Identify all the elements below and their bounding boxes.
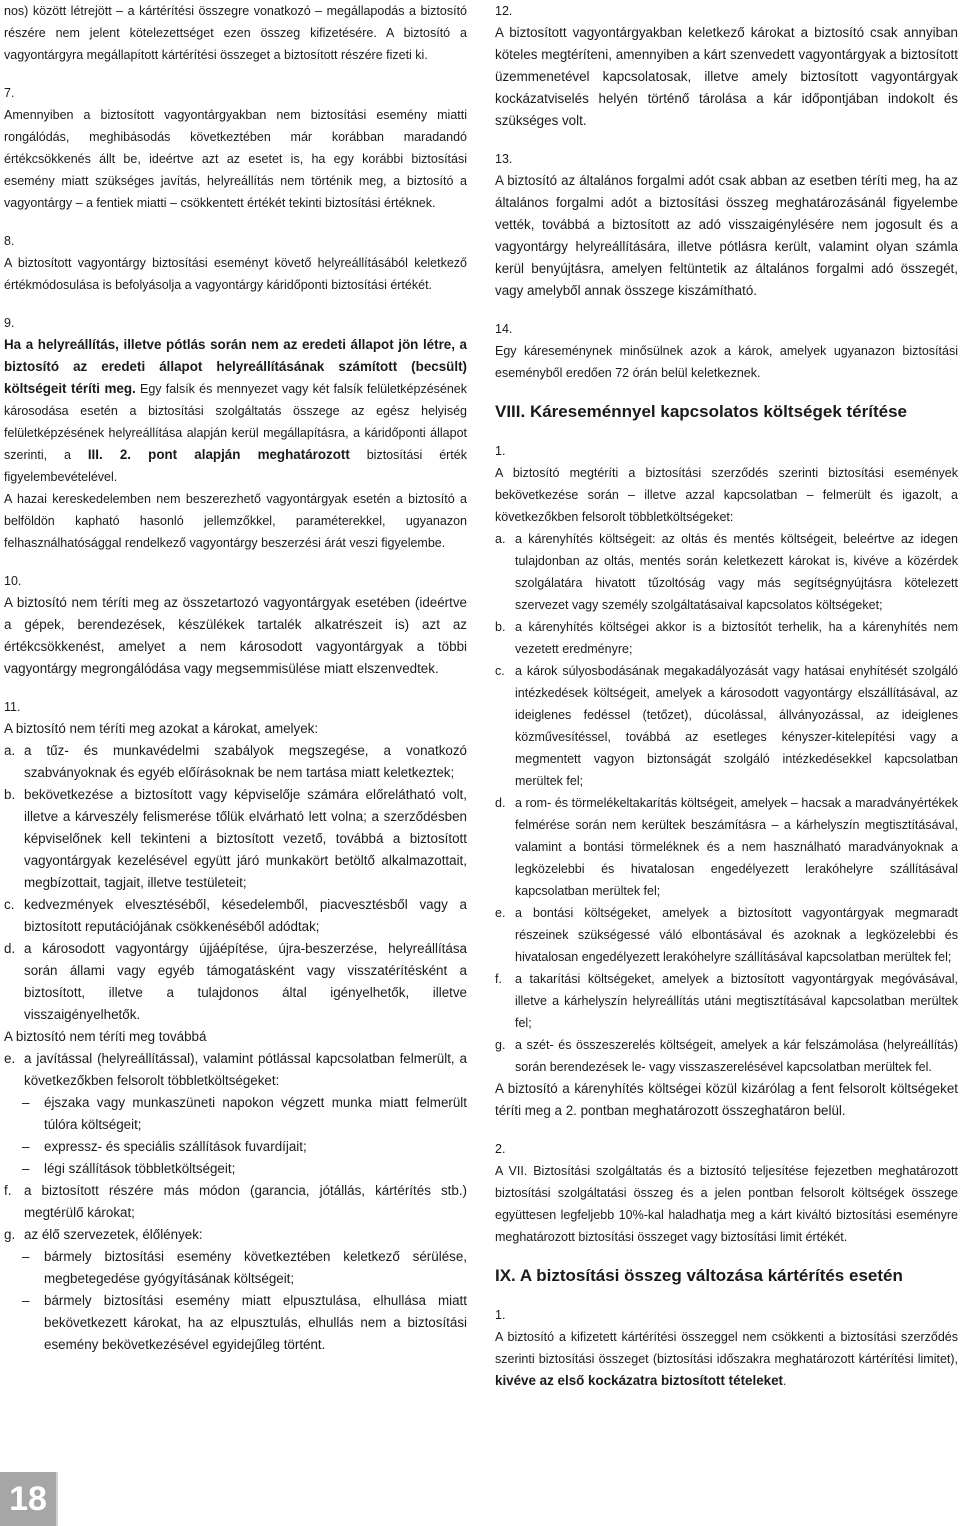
viii-2-text: A VII. Biztosítási szolgáltatás és a biztosító teljesítése fejezetben meghatározott biztosítási szolgáltatási összeg és a jelen pontban felsorolt költségek összege együttesen legfeljebb 10%-kal haladhatja meg a kárt kiváltó biztosítási eseményre meghatározott biztosítási összeget vagy biztosítási limit értékét. [495, 1164, 958, 1244]
list-item-text: kedvezmények elvesztéséből, késedelemből, piacvesztésből vagy a biztosított reputációjának csökkenéséből adódtak; [24, 897, 467, 934]
list-marker: c. [495, 664, 505, 678]
list-marker: b. [495, 620, 506, 634]
list-marker: d. [495, 796, 506, 810]
list-marker: d. [4, 941, 16, 956]
section-9-light-text-2: biztosítási érték figyelembevételével. [4, 448, 467, 484]
viii-section-2 [495, 1138, 958, 1248]
section-9-bold-ref: III. 2. pont alapján meghatározott [87, 447, 350, 462]
dash-item-text: légi szállítások többletköltségeit; [44, 1161, 236, 1176]
section-11-intro: A biztosító nem téríti meg azokat a károkat, amelyek: [4, 721, 319, 736]
section-14-text: Egy káreseménynek minősülnek azok a károk, amelyek ugyanazon biztosítási eseményből eredően 72 órán belül keletkeznek. [495, 344, 958, 380]
list-item [495, 660, 958, 792]
list-marker: e. [4, 1051, 16, 1066]
viii-section-1 [495, 440, 958, 1122]
list-item [4, 894, 467, 938]
viii-2-number: 2. [495, 1142, 506, 1156]
section-14-number: 14. [495, 322, 513, 336]
dash-item: – expressz- és speciális szállítások fuvardíjait; [22, 1139, 307, 1154]
list-item-text: a kárenyhítés költségeit: az oltás és mentés költségeit, beleértve az idegen tulajdonban az oltás, mentés során keletkezett károkat is, kivéve a közérdek szolgálatára hivatott tűzoltóság vagy más segítségnyújtásra kötelezett szervezet vagy személy szolgáltatásaival kapcsolatos költségeket; [515, 532, 958, 612]
section-11-number: 11. [4, 700, 21, 714]
list-marker: a. [4, 743, 16, 758]
ix-1-bold-text: kivéve az első kockázatra biztosított tételeket [495, 1373, 784, 1388]
list-item [4, 784, 467, 894]
section-8-text: A biztosított vagyontárgy biztosítási eseményt követő helyreállításából keletkező értékmódosulása is befolyásolja a vagyontárgy káridőponti biztosítási értékét. [4, 256, 467, 292]
section-11-list-3 [4, 1180, 467, 1246]
section-9-text-2: A hazai kereskedelemben nem beszerezhető vagyontárgyak esetén a biztosító a belföldön kapható hasonló jellemzőkkel, paraméterekkel, ugyanazon felhasználhatósággal rendelkező vagyontárgy beszerzési árát veszi figyelembe. [4, 492, 467, 550]
list-item [495, 528, 958, 616]
list-item-text: az élő szervezetek, élőlények: [24, 1227, 203, 1242]
section-11-e-dash-list [4, 1092, 467, 1180]
list-item [495, 616, 958, 660]
list-item [4, 1180, 467, 1224]
list-item [495, 792, 958, 902]
list-item-text: a javítással (helyreállítással), valamint pótlással kapcsolatban felmerült, a következőkben felsorolt többletköltségeket: [24, 1051, 467, 1088]
intro-section [4, 0, 467, 66]
dash-item: – bármely biztosítási esemény következtében keletkező sérülése, megbetegedése gyógyításának költségeit; [22, 1249, 467, 1286]
ix-1-number: 1. [495, 1308, 506, 1322]
viii-1-list [495, 528, 958, 1078]
list-item-text: a biztosított részére más módon (garancia, jótállás, kártérítés stb.) megtérülő károkat; [24, 1183, 467, 1220]
section-13-number: 13. [495, 152, 513, 166]
intro-paragraph: nos) között létrejött – a kártérítési összegre vonatkozó – megállapodás a biztosító részére nem jelent kötelezettséget ezen összeg kifizetésére. A biztosító a vagyontárgyra megállapított kártérítési összeget a biztosított részére fizeti ki. [4, 4, 467, 62]
list-item [495, 968, 958, 1034]
list-item-text: a rom- és törmelékeltakarítás költségeit, amelyek – hacsak a maradványértékek felmérése során nem kerültek beszámításra – a kárhelyszín megtisztításával, valamint a bontási törmeléknek és a nem használható maradványoknak a legközelebbi és hivatalosan engedélyezett lerakóhelyre szállításával kapcsolatban merültek fel; [515, 796, 958, 898]
viii-1-bold: A biztosító a kárenyhítés költségei közül kizárólag a fent felsorolt költségeket téríti meg a 2. pontban meghatározott összeghatáron belül. [495, 1081, 958, 1118]
dash-item: – légi szállítások többletköltségeit; [22, 1161, 236, 1176]
section-11-list [4, 740, 467, 1026]
section-8 [4, 230, 467, 296]
section-9-number: 9. [4, 316, 15, 330]
list-item-text: a károsodott vagyontárgy újjáépítése, újra-beszerzése, helyreállítása során állami vagy egyéb támogatásként vagy visszatérítésként a biztosított, illetve a tulajdonos által igényelhetők, illetve visszaigényelhetők. [24, 941, 467, 1022]
list-item [4, 1048, 467, 1092]
section-10-number: 10. [4, 574, 22, 588]
section-11-list-2 [4, 1048, 467, 1092]
ix-1-end: . [783, 1374, 787, 1388]
section-14 [495, 318, 958, 384]
list-item [4, 740, 467, 784]
section-13-text: A biztosító az általános forgalmi adót csak abban az esetben téríti meg, ha az általános forgalmi adót a biztosítási összeg meghatározásánál figyelembe vették, továbbá a biztosított az adó visszaigénylésére nem jogosult és a vagyontárgy helyreállítására, illetve pótlásra került, valamint olyan számla kerül benyújtásra, amelyen feltüntetik az általános forgalmi adó összegét, vagy amelyből annak összege kiszámítható. [495, 173, 958, 298]
ix-section-1 [495, 1304, 958, 1392]
right-column [495, 0, 958, 1408]
list-item-text: a károk súlyosbodásának megakadályozását vagy hatásai enyhítését szolgáló intézkedések költségeit, amelyek a károsodott vagyontárgy elszállításával, az ideiglenes fedéssel (tetőzet), dúcolással, állványozással, az ideiglenes közművesítéssel, továbbá az esetleges kényszer-kitelepítési vagy a megmentett vagyon biztonságát szolgáló intézkedésekkel kapcsolatban merültek fel; [515, 664, 958, 788]
list-item [495, 902, 958, 968]
page-number-divider [56, 1472, 58, 1526]
ix-1-light-text: A biztosító a kifizetett kártérítési összeggel nem csökkenti a biztosítási szerződés szerinti biztosítási összeget (biztosítási időszakra meghatározott kártérítési limitet), [495, 1330, 958, 1366]
list-item-text: a takarítási költségeket, amelyek a biztosított vagyontárgyak megóvásával, illetve a kárhelyszín helyreállítás utáni megtisztításával kapcsolatban merültek fel; [515, 972, 958, 1030]
section-12-text: A biztosított vagyontárgyakban keletkező károkat a biztosító csak annyiban köteles megtéríteni, amennyiben a kárt szenvedett vagyontárgyak a biztosított üzemmenetével kapcsolatosak, illetve amely biztosított vagyontárgyak kockázatviselés helyén történő tárolása a kár időpontjában indokolt és szükséges volt. [495, 25, 958, 128]
section-11-g-dash-list [4, 1246, 467, 1356]
dash-item-text: bármely biztosítási esemény miatt elpusztulása, elhullása miatt bekövetkezett károkat, ha az elpusztulás, elhullás nem a biztosítási esemény bekövetkezésével egyidejűleg történt. [44, 1293, 467, 1352]
section-9-light-text-1: Egy falsík és mennyezet vagy két falsík felületképzésének károsodása esetén a biztosítási szolgáltatás összege az egész helyiség felületképzésének helyreállítása alapján kerül megállapításra, a káridőponti állapot szerinti, a [4, 382, 468, 462]
list-marker: g. [4, 1227, 16, 1242]
section-7 [4, 82, 467, 214]
list-marker: f. [495, 972, 502, 986]
heading-viii: VIII. Káreseménnyel kapcsolatos költségek térítése [495, 402, 907, 421]
dash-item: – éjszaka vagy munkaszüneti napokon végzett munka miatt felmerült túlóra költségeit; [22, 1095, 467, 1132]
section-10-text: A biztosító nem téríti meg az összetartozó vagyontárgyak esetében (ideértve a gépek, berendezések, készülékek tartalék alkatrészeit is) azt az értékcsökkenést, amelyet a nem károsodott vagyontárgyak a többi vagyontárgy megrongálódása vagy megsemmisülése miatt elszenvedtek. [4, 595, 467, 676]
heading-ix: IX. A biztosítási összeg változása kártérítés esetén [495, 1266, 903, 1285]
section-12 [495, 0, 958, 132]
ix-1-text [495, 1326, 958, 1392]
list-item-text: a szét- és összeszerelés költségeit, amelyek a kár felszámolása (helyreállítás) során berendezések le- vagy visszaszerelésével kapcsolatban merültek fel. [515, 1038, 958, 1074]
list-marker: f. [4, 1183, 12, 1198]
dash-item-text: bármely biztosítási esemény következtében keletkező sérülése, megbetegedése gyógyításának költségeit; [44, 1249, 467, 1286]
section-11 [4, 696, 467, 1356]
dash-item: – bármely biztosítási esemény miatt elpusztulása, elhullása miatt bekövetkezett károkat, ha az elpusztulás, elhullás nem a biztosítási esemény bekövetkezésével egyidejűleg történt. [22, 1293, 467, 1352]
dash-item-text: éjszaka vagy munkaszüneti napokon végzett munka miatt felmerült túlóra költségeit; [44, 1095, 467, 1132]
page-number: 18 [0, 1472, 56, 1526]
section-9 [4, 312, 467, 554]
viii-1-number: 1. [495, 444, 506, 458]
list-item [495, 1034, 958, 1078]
list-marker: a. [495, 532, 506, 546]
list-item [4, 938, 467, 1026]
section-8-number: 8. [4, 234, 15, 248]
list-item [4, 1224, 467, 1246]
section-12-number: 12. [495, 4, 513, 18]
section-9-bold-text: Ha a helyreállítás, illetve pótlás során nem az eredeti állapot jön létre, a biztosító az eredeti állapot helyreállításának számított (becsült) költségeit téríti meg. [4, 337, 467, 396]
section-10 [4, 570, 467, 680]
list-marker: g. [495, 1038, 506, 1052]
left-column [4, 0, 467, 1372]
list-item-text: a bontási költségeket, amelyek a biztosított vagyontárgyak megmaradt részeinek szükségessé váló elbontásával és azoknak a legközelebbi és hivatalosan engedélyezett lerakóhelyre szállításával kapcsolatban merültek fel; [515, 906, 958, 964]
dash-item-text: expressz- és speciális szállítások fuvardíjait; [44, 1139, 307, 1154]
section-11-mid: A biztosító nem téríti meg továbbá [4, 1029, 207, 1044]
list-item-text: a tűz- és munkavédelmi szabályok megszegése, a vonatkozó szabványoknak és egyéb előírásoknak be nem tartása miatt keletkeztek; [24, 743, 467, 780]
list-item-text: bekövetkezése a biztosított vagy képviselője számára előrelátható volt, illetve a kárveszély felismerése tőlük elvárható lett volna; a szerződésben képviselőnek kell tekinteni a biztosított vezető, továbbá a biztosított vagyontárgyak kezelésével együtt járó munkakört betöltő alkalmazottait, megbízottait, tagjait, illetve testületeit; [24, 787, 467, 890]
list-marker: e. [495, 906, 506, 920]
section-13 [495, 148, 958, 302]
section-9-text [4, 334, 467, 488]
list-marker: b. [4, 787, 16, 802]
list-marker: c. [4, 897, 15, 912]
section-7-number: 7. [4, 86, 15, 100]
section-7-text: Amennyiben a biztosított vagyontárgyakban nem biztosítási esemény miatti rongálódás, meghibásodás következtében már korábban maradandó értékcsökkenés állt be, ideértve azt az esetet is, ha egy korábbi biztosítási esemény miatt szükséges javítás, helyreállítás nem történik meg, a biztosító a vagyontárgy – a fentiek miatti – csökkentett értékét tekinti biztosítási értéknek. [4, 108, 467, 210]
list-item-text: a kárenyhítés költségei akkor is a biztosítót terhelik, ha a kárenyhítés nem vezetett eredményre; [515, 620, 958, 656]
viii-1-intro: A biztosító megtéríti a biztosítási szerződés szerinti biztosítási események bekövetkezése során – illetve azzal kapcsolatban – felmerült és igazolt, a következőkben felsorolt többletköltségeket: [495, 466, 958, 524]
